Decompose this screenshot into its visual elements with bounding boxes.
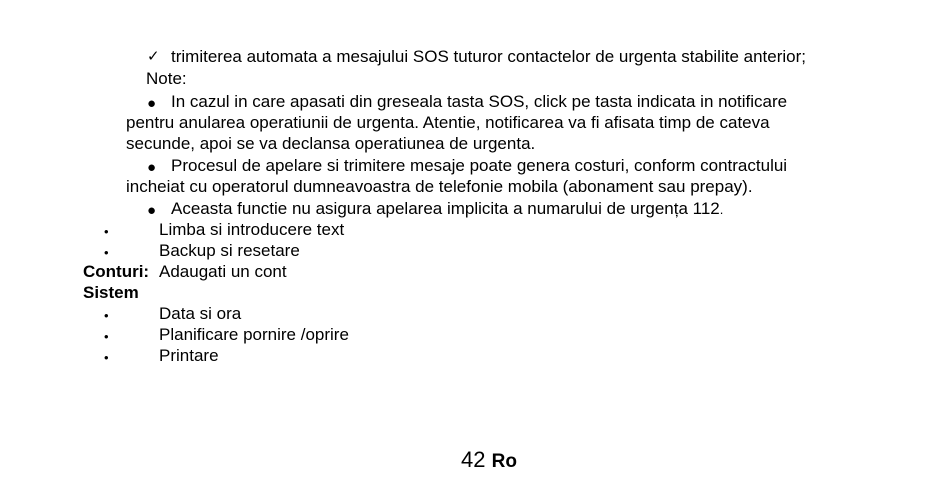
list-bullet: • (104, 329, 109, 344)
note-1-line-1: In cazul in care apasati din greseala tasta SOS, click pe tasta indicata in notificare (171, 92, 788, 111)
list-bullet: • (104, 224, 109, 239)
note-bullet: ● (147, 95, 157, 112)
note-2-line-1: Procesul de apelare si trimitere mesaje poate genera costuri, conform contractului (171, 156, 788, 175)
accounts-value: Adaugati un cont (159, 262, 287, 281)
list-item-language: Limba si introducere text (159, 220, 345, 239)
list-item-backup: Backup si resetare (159, 241, 300, 260)
list-item-schedule: Planificare pornire /oprire (159, 325, 349, 344)
check-item-text: trimiterea automata a mesajului SOS tuturor contactelor de urgenta stabilite anterior; (171, 47, 806, 66)
list-bullet: • (104, 245, 109, 260)
note-2-line-2: incheiat cu operatorul dumneavoastra de telefonie mobila (abonament sau prepay). (126, 177, 753, 196)
page-language: Ro (491, 451, 517, 472)
list-bullet: • (104, 350, 109, 365)
system-heading: Sistem (83, 283, 139, 302)
note-bullet: ● (147, 202, 157, 219)
list-bullet: • (104, 308, 109, 323)
note-1-line-3: secunde, apoi se va declansa operatiunea de urgenta. (126, 134, 536, 153)
note-3-line-1 (171, 198, 723, 220)
list-item-printing: Printare (159, 346, 219, 365)
page-footer (461, 447, 517, 475)
note-3-text: Aceasta functie nu asigura apelarea implicita a numarului de urgența 112 (171, 199, 720, 218)
list-item-date-time: Data si ora (159, 304, 242, 323)
checkmark-icon: ✓ (147, 47, 160, 65)
note-3-period: . (719, 202, 724, 217)
note-bullet: ● (147, 159, 157, 176)
accounts-label: Conturi: (83, 262, 150, 281)
note-1-line-2: pentru anularea operatiunii de urgenta. Atentie, notificarea va fi afisata timp de cateva (126, 113, 770, 132)
page-number: 42 (461, 447, 486, 472)
note-label: Note: (146, 69, 187, 88)
